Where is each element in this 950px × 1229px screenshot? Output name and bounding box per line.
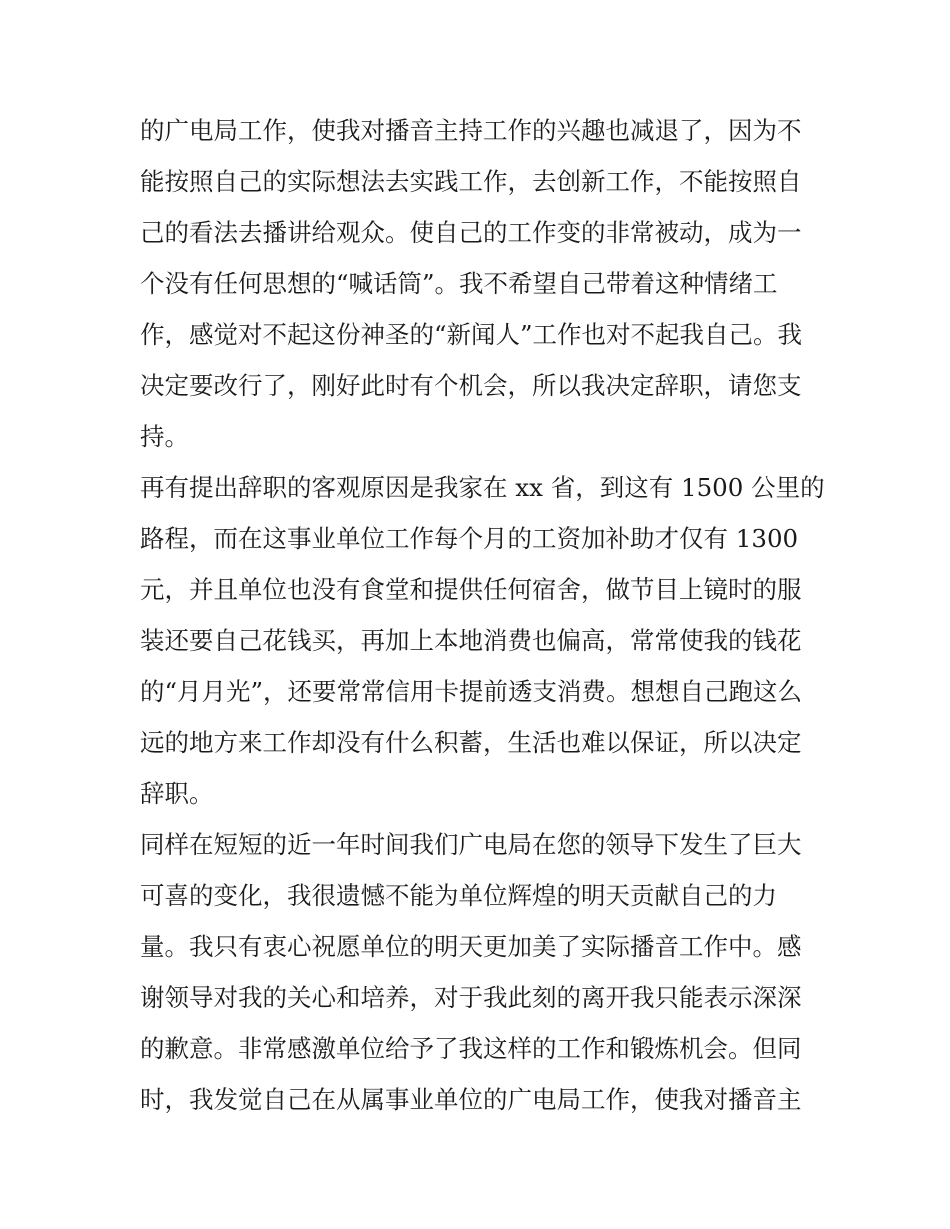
text-line: 作，感觉对不起这份神圣的“新闻人”工作也对不起我自己。我: [140, 320, 803, 349]
text-line: 可喜的变化，我很遗憾不能为单位辉煌的明天贡献自己的力: [140, 881, 777, 910]
text-line: 路程，而在这事业单位工作每个月的工资加补助才仅有 1300: [140, 524, 799, 553]
text-line: 己的看法去播讲给观众。使自己的工作变的非常被动，成为一: [140, 218, 802, 247]
text-line: 远的地方来工作却没有什么积蓄，生活也难以保证，所以决定: [140, 728, 802, 757]
text-line: 时，我发觉自己在从属事业单位的广电局工作，使我对播音主: [140, 1085, 802, 1114]
text-line: 装还要自己花钱买，再加上本地消费也偏高，常常使我的钱花: [140, 626, 802, 655]
text-line: 的广电局工作，使我对播音主持工作的兴趣也减退了，因为不: [140, 116, 802, 145]
text-line: 元，并且单位也没有食堂和提供任何宿舍，做节目上镜时的服: [140, 575, 802, 604]
text-line: 的歉意。非常感激单位给予了我这样的工作和锻炼机会。但同: [140, 1034, 802, 1063]
text-line: 持。: [140, 422, 189, 451]
text-line: 辞职。: [140, 779, 214, 808]
text-line: 谢领导对我的关心和培养，对于我此刻的离开我只能表示深深: [140, 983, 802, 1012]
text-line: 同样在短短的近一年时间我们广电局在您的领导下发生了巨大: [140, 830, 802, 859]
text-line: 决定要改行了，刚好此时有个机会，所以我决定辞职，请您支: [140, 371, 802, 400]
text-line: 的“月月光”，还要常常信用卡提前透支消费。想想自己跑这么: [140, 677, 803, 706]
document-body: [140, 105, 825, 1125]
text-line: 量。我只有衷心祝愿单位的明天更加美了实际播音工作中。感: [140, 932, 802, 961]
text-line: 个没有任何思想的“喊话筒”。我不希望自己带着这种情绪工: [140, 269, 778, 298]
text-line: 能按照自己的实际想法去实践工作，去创新工作，不能按照自: [140, 167, 802, 196]
text-line: 再有提出辞职的客观原因是我家在 xx 省，到这有 1500 公里的: [140, 473, 825, 502]
